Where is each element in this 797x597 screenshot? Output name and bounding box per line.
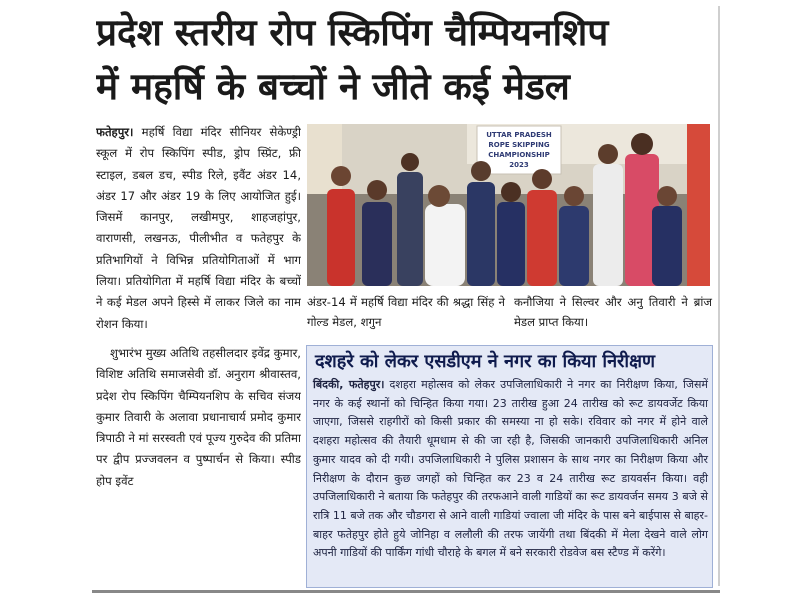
- bottom-rule: [92, 590, 720, 593]
- banner-text-1: UTTAR PRADESH: [486, 131, 552, 139]
- banner-text-3: CHAMPIONSHIP: [488, 151, 550, 159]
- headline: [96, 6, 716, 114]
- photo-caption-part-1: अंडर-14 में महर्षि विद्या मंदिर की श्रद्धा सिंह ने गोल्ड मेडल, शगुन: [307, 295, 505, 329]
- sidebar-dateline: बिंदकी, फतेहपुर।: [313, 378, 385, 391]
- story-text-1: महर्षि विद्या मंदिर सीनियर सेकेण्ड्री स्कूल में रोप स्किपिंग स्पीड, ड्रोप स्प्रिंट, फ्री स्टाइल, डबल डच, स्पीड रिले, इवैंट अंडर 14, अंडर 17 और अंडर 19 के लिए आयोजित हुई। जिसमें कानपुर, लखीमपुर, शाहजहांपुर, वाराणसी, लखनऊ, पीलीभीत व फतेहपुर के प्रतिभागियों ने विभिन्न प्रतियोगिताओं में भाग लिया। प्रतियोगिता में महर्षि विद्या मंदिर के बच्चों ने कई मेडल अपने हिस्से में लाकर जिले का नाम रोशन किया।: [96, 125, 301, 331]
- sidebar-story-box: [306, 345, 713, 588]
- sidebar-story-title: दशहरे को लेकर एसडीएम ने नगर का किया निरीक्षण: [315, 351, 656, 372]
- main-story-paragraph-2: शुभारंभ मुख्य अतिथि तहसीलदार इवेंद्र कुमार, विशिष्ट अतिथि समाजसेवी डॉ. अनुराग श्रीवास्तव, प्रदेश रोप स्किपिंग चैम्पियनशिप के सचिव संजय कुमार तिवारी के अलावा प्रधानाचार्य प्रमोद कुमार त्रिपाठी ने मां सरस्वती एवं पूज्य गुरुदेव की प्रतिमा पर द्वीप प्रज्जवलन व पुष्पार्चन से किया। स्पीड होप इवेंट: [96, 345, 301, 488]
- event-photo: [307, 124, 710, 286]
- headline-line-2: में महर्षि के बच्चों ने जीते कई मेडल: [96, 65, 570, 108]
- dateline: फतेहपुर।: [96, 125, 134, 139]
- sidebar-story-body: [307, 376, 712, 563]
- banner-text-2: ROPE SKIPPING: [488, 141, 550, 149]
- main-story: [96, 122, 301, 584]
- photo-caption-part-2: कनौजिया ने सिल्वर और अनु तिवारी ने ब्रांज मेडल प्राप्त किया।: [514, 295, 712, 329]
- main-story-paragraph-1: [96, 122, 301, 335]
- photo-illustration: [307, 124, 710, 286]
- headline-line-1: प्रदेश स्तरीय रोप स्किपिंग चैम्पियनशिप: [96, 11, 609, 54]
- banner-text-4: 2023: [509, 161, 529, 169]
- sidebar-story-text: दशहरा महोत्सव को लेकर उपजिलाधिकारी ने नगर का निरीक्षण किया, जिसमें नगर के कई स्थानों को चिन्हित किया गया। 23 तारीख हुआ 24 तारीख को रूट डायवर्जेट किया जाएगा, जिससे राहगीरों को किसी प्रकार की समस्या ना हो सके। रविवार को नगर में होने वाले दशहरा महोत्सव की तैयारी धूमधाम से की जा रही है, जिसकी जानकारी उपजिलाधिकारी अनिल कुमार यादव को दी गयी। उपजिलाधिकारी ने पुलिस प्रशासन के साथ नगर का निरीक्षण किया और निरीक्षण के दौरान कुछ जगहों को चिन्हित कर 23 व 24 तारीख रूट डायवर्सन किया। वही उपजिलाधिकारी ने बताया कि फतेहपुर की तरफआने वाली गाडियों का रूट डायवर्जन समय 3 बजे से रात्रि 11 बजे तक और चौडगरा से आने वाली गाडियां ज्वाला जी मंदिर के पास बने बाईपास से बाहर-बाहर फतेहपुर होते हुये जोनिहा व ललौली की तरफ जायेंगी तथा बिंदकी में मेला देखने वाले लोग अपनी गाडियों की पार्किंग गांधी चौराहे के बगल में बने सरकारी रोडवेज बस स्टैण्ड में करेंगे।: [313, 378, 708, 560]
- column-divider: [718, 6, 720, 586]
